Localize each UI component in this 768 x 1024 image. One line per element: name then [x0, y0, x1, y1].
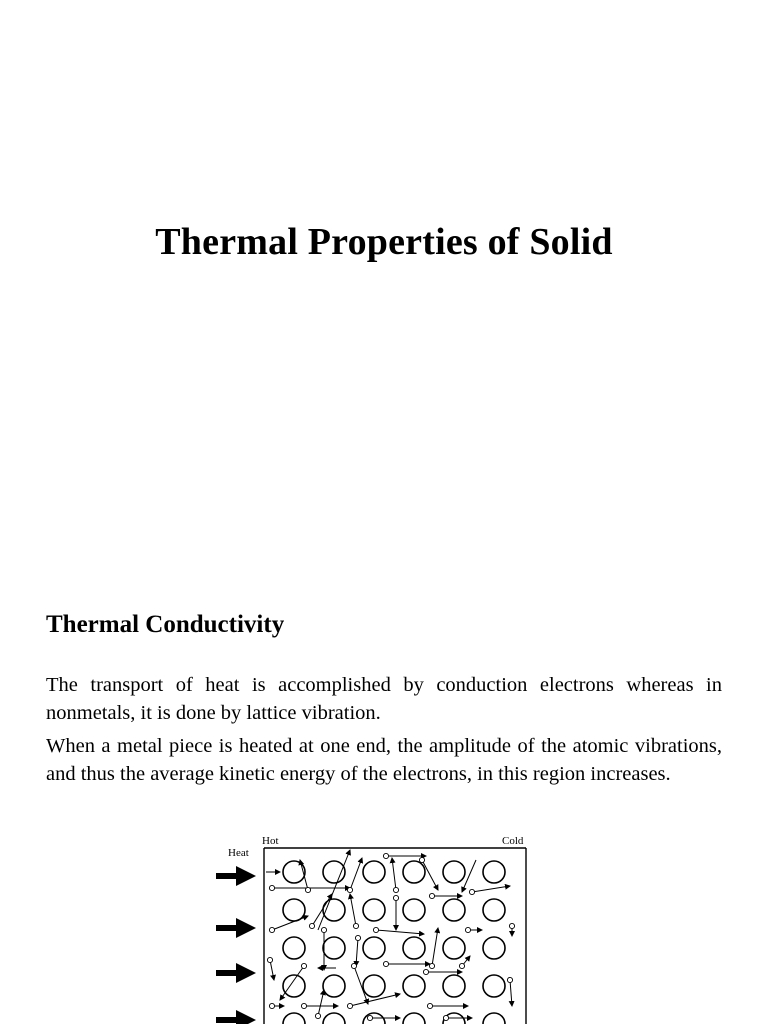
paragraph-heating: When a metal piece is heated at one end, the amplitude of the atomic vibrations, and thus the average kinetic energy of the electrons, in this region increases. — [46, 735, 722, 785]
heat-conduction-figure — [200, 830, 540, 1024]
lattice-atoms — [283, 861, 505, 1024]
heat-label: Heat — [228, 847, 249, 859]
heat-arrow-icon — [216, 963, 256, 983]
paragraph-transport: The transport of heat is accomplished by conduction electrons whereas in nonmetals, it is done by lattice vibration. — [46, 674, 722, 724]
cold-label: Cold — [502, 835, 524, 847]
heat-arrow-icon — [216, 1010, 256, 1024]
heat-arrow-icon — [216, 918, 256, 938]
lattice-diagram — [200, 830, 540, 1024]
section-heading: Thermal Conductivity — [46, 611, 285, 638]
page-title: Thermal Properties of Solid — [155, 221, 613, 263]
hot-label: Hot — [262, 835, 279, 847]
heat-arrows — [216, 866, 256, 1024]
heat-arrow-icon — [216, 866, 256, 886]
